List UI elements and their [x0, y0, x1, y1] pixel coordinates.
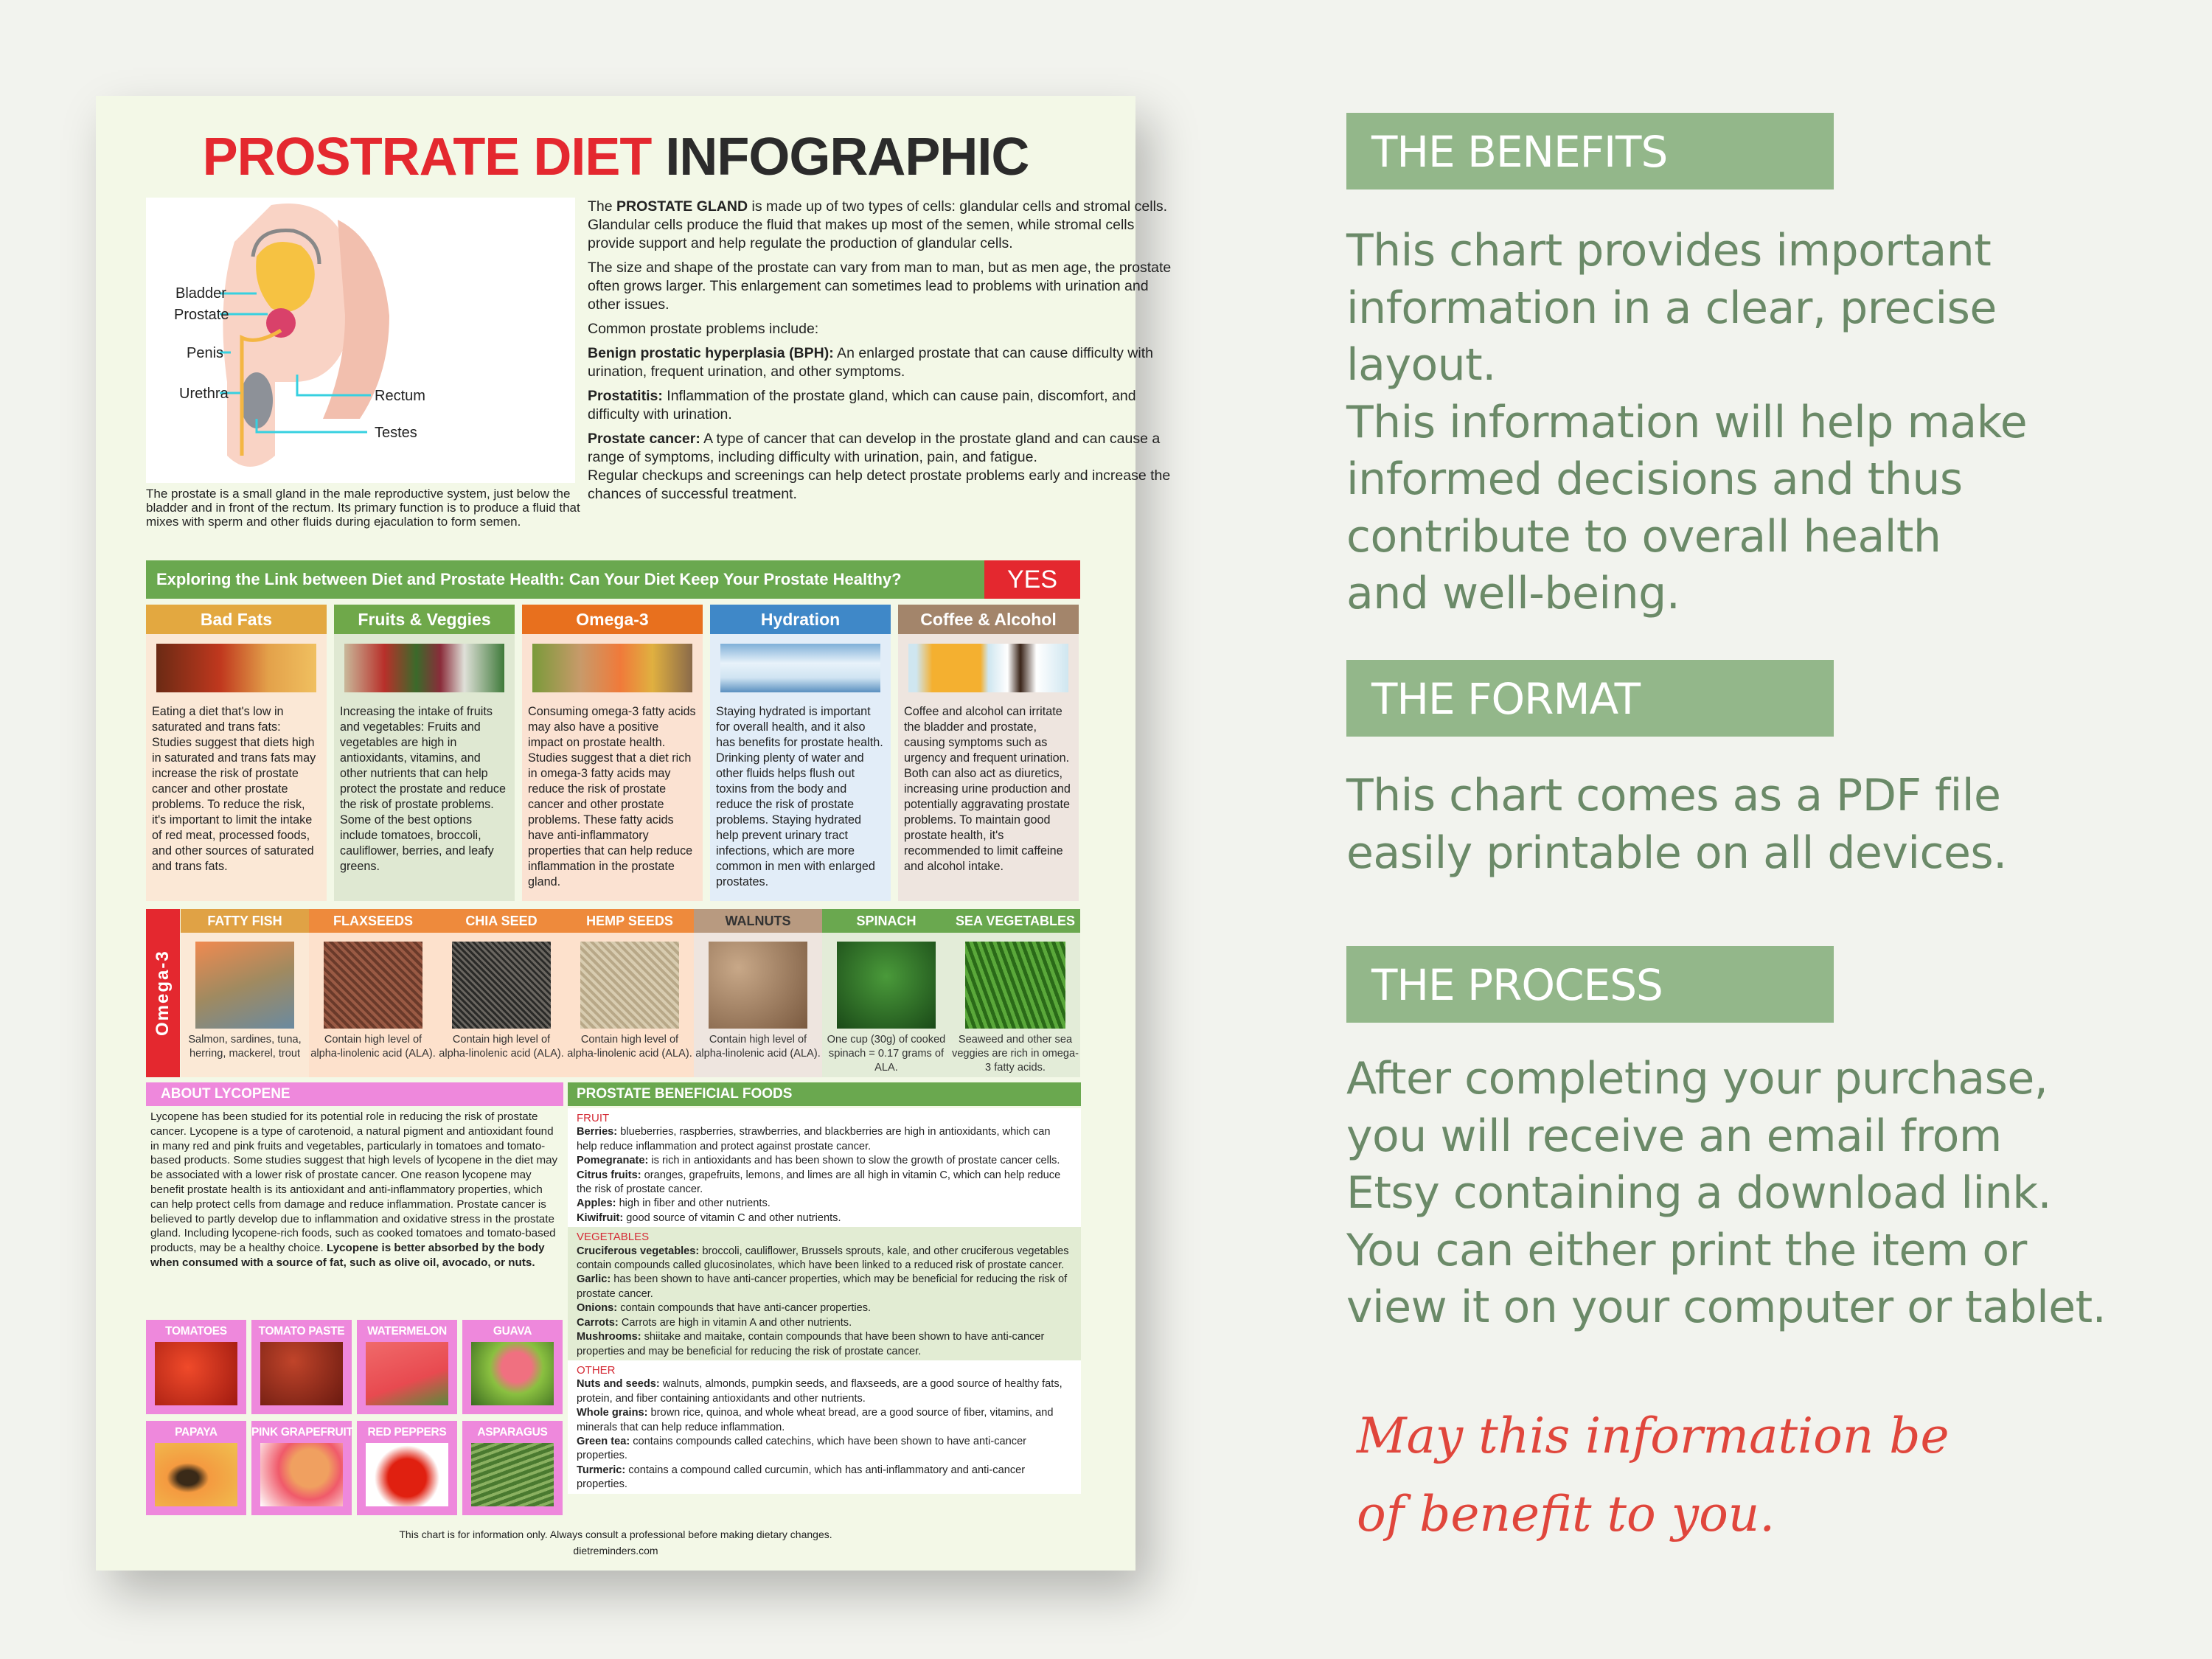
- problem-prostatitis: [588, 387, 1182, 424]
- text-line: and well-being.: [1346, 568, 1680, 619]
- spinach-image: [837, 942, 936, 1029]
- food-item: [577, 1125, 1072, 1154]
- text-line: you will receive an email from: [1346, 1110, 2002, 1162]
- source-text: One cup (30g) of cooked spinach = 0.17 grams of ALA.: [827, 1034, 946, 1074]
- source-text: Contain high level of alpha-linolenic acid (ALA).: [439, 1034, 564, 1060]
- text-line: This chart comes as a PDF file: [1346, 770, 2001, 821]
- lycopene-header: ABOUT LYCOPENE: [146, 1082, 563, 1106]
- food-term: Cruciferous vegetables:: [577, 1245, 700, 1257]
- bold-note: Lycopene is better absorbed by the body when consumed with a source of fat, such as olive oil, avocado, or nuts.: [150, 1242, 545, 1269]
- prostate-anatomy-diagram: [146, 198, 575, 483]
- omega-foods-image: [532, 644, 692, 692]
- seaweed-image: [965, 942, 1065, 1029]
- food-item: [577, 1301, 1072, 1315]
- title-red: PROSTRATE DIET: [202, 128, 652, 187]
- source-text: Contain high level of alpha-linolenic acid (ALA).: [567, 1034, 692, 1060]
- category-fruits-veggies: [334, 605, 515, 901]
- food-title: TOMATOES: [165, 1325, 227, 1338]
- category-title: Fruits & Veggies: [334, 605, 515, 634]
- intro-paragraph: The size and shape of the prostate can vary from man to man, but as men age, the prostate often grows larger. This enlargement can sometimes lead to problems with urination and other issues.: [588, 260, 1172, 313]
- grapefruit-image: [260, 1443, 343, 1506]
- food-item: [577, 1330, 1072, 1359]
- text-line: informed decisions and thus: [1346, 453, 1963, 505]
- label-rectum: Rectum: [375, 388, 425, 404]
- watermelon-image: [366, 1342, 448, 1405]
- beer-coffee-image: [908, 644, 1068, 692]
- bold-term: Benign prostatic hyperplasia (BPH):: [588, 345, 834, 361]
- poster-footer: [96, 1526, 1135, 1559]
- text-line: This chart provides important: [1346, 225, 1992, 276]
- diagram-caption: The prostate is a small gland in the male reproductive system, just below the bladder and in front of the rectum. Its primary function is to produce a fluid that mixes with sperm and other fluids during ejaculation to form semen.: [146, 487, 580, 529]
- hemp-seed-image: [580, 942, 679, 1029]
- source-title: HEMP SEEDS: [566, 909, 694, 933]
- category-title: Bad Fats: [146, 605, 327, 634]
- category-title: Omega-3: [522, 605, 703, 634]
- food-term: Nuts and seeds:: [577, 1378, 660, 1391]
- category-hydration: [710, 605, 891, 901]
- omega-source-flaxseeds: [309, 909, 437, 1077]
- text-line: easily printable on all devices.: [1346, 827, 2007, 879]
- food-term: Turmeric:: [577, 1464, 626, 1476]
- text: Lycopene has been studied for its potential role in reducing the risk of prostate cancer. Lycopene is a type of carotenoid, a natural pigment and antioxidant found in many red and pink fruits and vegetables, particularly in tomatoes and tomato-based products. Some studies suggest that high levels of lycopene in the diet may be associated with a lower risk of prostate cancer. One reason lycopene may benefit prostate health is its antioxidant and anti-inflammatory properties, which can help protect cells from damage and reduce inflammation. Prostate cancer is believed to partly develop due to inflammation and oxidative stress in the prostate gland. Including lycopene-rich foods, such as cooked tomatoes and tomato-based products, may be a healthy choice.: [150, 1110, 558, 1255]
- food-term: Green tea:: [577, 1435, 630, 1447]
- food-term: Carrots:: [577, 1316, 619, 1329]
- source-title: SEA VEGETABLES: [950, 909, 1080, 933]
- category-bad-fats: [146, 605, 327, 901]
- food-item: [577, 1245, 1072, 1273]
- bold-term: PROSTATE GLAND: [616, 198, 748, 215]
- intro-text: [588, 198, 1182, 509]
- chia-seed-image: [452, 942, 551, 1029]
- omega-source-spinach: [822, 909, 950, 1077]
- food-item: [577, 1169, 1072, 1197]
- format-heading: THE FORMAT: [1346, 660, 1834, 737]
- omega-source-walnuts: [694, 909, 822, 1077]
- food-desc: Carrots are high in vitamin A and other nutrients.: [618, 1316, 852, 1329]
- category-text: Consuming omega-3 fatty acids may also have a positive impact on prostate health. Studies suggest that a diet rich in omega-3 fatty acids may reduce the risk of prostate cancer and other prostate problems. These fatty acids have anti-inflammatory properties that can help reduce inflammation in the prostate gland.: [528, 705, 696, 888]
- food-title: WATERMELON: [367, 1325, 447, 1338]
- label-urethra: Urethra: [179, 386, 229, 402]
- section-fruit: [568, 1108, 1081, 1227]
- text: An enlarged prostate that can cause difficulty with urination, frequent urination, and other symptoms.: [588, 345, 1153, 380]
- category-text: Increasing the intake of fruits and vegetables: Fruits and vegetables are high in antioxidants, vitamins, and other nutrients that can help protect the prostate and reduce the risk of prostate problems. Some of the best options include tomatoes, broccoli, cauliflower, berries, and leafy greens.: [340, 705, 506, 873]
- category-text: Staying hydrated is important for overall health, and it also has benefits for prostate health. Drinking plenty of water and other fluids helps flush out toxins from the body and reduce the risk of prostate problems. Staying hydrated help prevent urinary tract infections, which are more common in men with enlarged prostates.: [716, 705, 883, 888]
- intro-paragraph: [588, 198, 1182, 253]
- food-title: PAPAYA: [175, 1426, 218, 1439]
- text-line: of benefit to you.: [1357, 1486, 1775, 1543]
- lycopene-text: [150, 1110, 563, 1270]
- papaya-image: [155, 1443, 237, 1506]
- omega-source-hemp-seeds: [566, 909, 694, 1077]
- food-tile-tomato-paste: [251, 1320, 352, 1414]
- text-line: layout.: [1346, 339, 1496, 391]
- red-peppers-image: [366, 1443, 448, 1506]
- source-title: FATTY FISH: [181, 909, 309, 933]
- disclaimer: This chart is for information only. Always consult a professional before making dietary changes.: [399, 1528, 832, 1540]
- label-testes: Testes: [375, 425, 417, 441]
- food-desc: contain compounds that have anti-cancer properties.: [617, 1302, 872, 1315]
- bold-term: Prostatitis:: [588, 388, 663, 404]
- food-item: [577, 1154, 1072, 1168]
- food-term: Kiwifruit:: [577, 1211, 624, 1224]
- benefits-text: [1346, 223, 2027, 623]
- food-desc: is rich in antioxidants and has been shown to slow the growth of prostate cancer cells.: [648, 1155, 1060, 1167]
- closing-message: [1357, 1397, 1950, 1554]
- food-term: Onions:: [577, 1302, 618, 1315]
- guava-image: [471, 1342, 554, 1405]
- text: Inflammation of the prostate gland, which can cause pain, discomfort, and difficulty with urination.: [588, 388, 1136, 422]
- tomatoes-image: [155, 1342, 237, 1405]
- category-omega-3: [522, 605, 703, 901]
- infographic-poster: [96, 96, 1172, 1571]
- title-dark: INFOGRAPHIC: [665, 128, 1029, 187]
- problem-bph: [588, 344, 1182, 381]
- text-line: This information will help make: [1346, 396, 2028, 448]
- source-title: CHIA SEED: [437, 909, 566, 933]
- food-tile-guava: [462, 1320, 563, 1414]
- food-item: [577, 1273, 1072, 1301]
- section-title: VEGETABLES: [577, 1231, 650, 1244]
- label-penis: Penis: [187, 345, 224, 361]
- beneficial-foods-list: [568, 1108, 1081, 1494]
- omega-source-fatty-fish: [181, 909, 309, 1077]
- bold-term: Prostate cancer:: [588, 431, 700, 447]
- food-item: [577, 1197, 1072, 1211]
- food-title: PINK GRAPEFRUIT: [251, 1426, 353, 1439]
- food-tile-tomatoes: [146, 1320, 246, 1414]
- source-title: WALNUTS: [694, 909, 822, 933]
- flaxseed-image: [324, 942, 422, 1029]
- food-desc: brown rice, quinoa, and whole wheat bread, are a good source of fiber, vitamins, and minerals that can help reduce inflammation.: [577, 1407, 1054, 1433]
- section-title: FRUIT: [577, 1112, 610, 1124]
- food-item: [577, 1316, 1072, 1330]
- text: A type of cancer that can develop in the prostate gland and can cause a range of symptoms, including difficulty with urination, pain, and fatigue.: [588, 431, 1161, 465]
- text: The: [588, 198, 617, 215]
- format-text: [1346, 768, 2007, 882]
- food-desc: good source of vitamin C and other nutrients.: [623, 1211, 841, 1224]
- food-item: [577, 1377, 1072, 1406]
- food-item: [577, 1406, 1072, 1435]
- food-desc: walnuts, almonds, pumpkin seeds, and flaxseeds, are a good source of healthy fats, protein, and fiber containing antioxidants and other nutrients.: [577, 1378, 1062, 1405]
- water-image: [720, 644, 880, 692]
- food-term: Berries:: [577, 1126, 618, 1138]
- food-term: Whole grains:: [577, 1407, 648, 1419]
- process-heading: THE PROCESS: [1346, 946, 1834, 1023]
- source-text: Contain high level of alpha-linolenic acid (ALA).: [695, 1034, 821, 1060]
- food-item: [577, 1211, 1072, 1225]
- section-vegetables: [568, 1227, 1081, 1360]
- food-term: Apples:: [577, 1197, 616, 1210]
- walnuts-image: [709, 942, 807, 1029]
- text-line: information in a clear, precise: [1346, 282, 1997, 334]
- benefits-heading: THE BENEFITS: [1346, 113, 1834, 189]
- intro-paragraph: Common prostate problems include:: [588, 321, 819, 337]
- category-text: Coffee and alcohol can irritate the bladder and prostate, causing symptoms such as urgency and frequent urination. Both can also act as diuretics, increasing urine production and potentially aggravating prostate problems. To maintain good prostate health, it's recommended to limit caffeine and alcohol intake.: [904, 705, 1071, 873]
- source-text: Salmon, sardines, tuna, herring, mackerel, trout: [188, 1034, 302, 1060]
- text-line: Etsy containing a download link.: [1346, 1167, 2052, 1219]
- text-line: view it on your computer or tablet.: [1346, 1281, 2107, 1333]
- food-tile-papaya: [146, 1421, 246, 1515]
- anatomy-illustration: [146, 198, 575, 483]
- food-desc: has been shown to have anti-cancer properties, which may be beneficial for reducing the risk of prostate cancer.: [577, 1273, 1068, 1300]
- food-tile-red-peppers: [357, 1421, 457, 1515]
- text-line: After completing your purchase,: [1346, 1053, 2048, 1105]
- tomato-paste-image: [260, 1342, 343, 1405]
- food-title: TOMATO PASTE: [258, 1325, 345, 1338]
- omega-source-chia-seed: [437, 909, 566, 1077]
- label-bladder: Bladder: [175, 285, 226, 302]
- food-desc: contains a compound called curcumin, which has anti-inflammatory and anti-cancer properties.: [577, 1464, 1026, 1491]
- text: is made up of two types of cells: glandular cells and stromal cells. Glandular cells produce the fluid that makes up most of the semen, while stromal cells provide support and help regulate the production of glandular cells.: [588, 198, 1168, 251]
- section-title: OTHER: [577, 1363, 616, 1377]
- source-title: SPINACH: [822, 909, 950, 933]
- food-title: RED PEPPERS: [367, 1426, 447, 1439]
- category-title: Hydration: [710, 605, 891, 634]
- food-title: ASPARAGUS: [477, 1426, 548, 1439]
- food-desc: shiitake and maitake, contain compounds that have been shown to have anti-cancer properties and may be beneficial for reducing the risk of prostate cancer.: [577, 1331, 1045, 1357]
- food-desc: high in fiber and other nutrients.: [616, 1197, 771, 1210]
- text-line: contribute to overall health: [1346, 510, 1941, 563]
- text-line: You can either print the item or: [1346, 1224, 2027, 1276]
- text-line: May this information be: [1357, 1408, 1950, 1464]
- category-title: Coffee & Alcohol: [898, 605, 1079, 634]
- source-text: Contain high level of alpha-linolenic acid (ALA).: [310, 1034, 436, 1060]
- fish-image: [195, 942, 294, 1029]
- problem-cancer: [588, 430, 1182, 467]
- section-other: [568, 1360, 1081, 1494]
- food-desc: blueberries, raspberries, strawberries, and blackberries are high in antioxidants, which can help reduce inflammation and protect against prostate cancer.: [577, 1126, 1051, 1152]
- food-desc: oranges, grapefruits, lemons, and limes are all high in vitamin C, which can help reduce the risk of prostate cancer.: [577, 1169, 1061, 1196]
- food-item: [577, 1464, 1072, 1492]
- source-text: Seaweed and other sea veggies are rich in omega-3 fatty acids.: [952, 1034, 1079, 1074]
- food-desc: broccoli, cauliflower, Brussels sprouts, kale, and other cruciferous vegetables contain compounds called glucosinolates, which have been linked to a reduced risk of prostate cancer.: [577, 1245, 1069, 1272]
- yes-badge: YES: [984, 560, 1080, 599]
- food-tile-watermelon: [357, 1320, 457, 1414]
- food-term: Citrus fruits:: [577, 1169, 641, 1181]
- intro-paragraph: Regular checkups and screenings can help detect prostate problems early and increase the chances of successful treatment.: [588, 467, 1171, 502]
- omega-source-sea-vegetables: [950, 909, 1080, 1077]
- food-term: Pomegranate:: [577, 1155, 649, 1167]
- process-text: [1346, 1051, 2106, 1337]
- asparagus-image: [471, 1443, 554, 1506]
- food-tile-asparagus: [462, 1421, 563, 1515]
- omega-3-sources-label: Omega-3: [146, 909, 180, 1077]
- food-tile-pink-grapefruit: [251, 1421, 352, 1515]
- question-banner: Exploring the Link between Diet and Prostate Health: Can Your Diet Keep Your Prostate Healthy?: [146, 560, 1031, 599]
- vegetables-image: [344, 644, 504, 692]
- category-coffee-alcohol: [898, 605, 1079, 901]
- source-title: FLAXSEEDS: [309, 909, 437, 933]
- food-desc: contains compounds called catechins, which have been shown to have anti-cancer properties.: [577, 1435, 1027, 1462]
- food-item: [577, 1435, 1072, 1464]
- label-prostate: Prostate: [174, 307, 229, 323]
- poster-title: [96, 127, 1135, 187]
- food-title: GUAVA: [493, 1325, 532, 1338]
- website: dietreminders.com: [573, 1545, 658, 1557]
- category-text: Eating a diet that's low in saturated and trans fats: Studies suggest that diets high in saturated and trans fats may increase the risk of prostate cancer and other prostate problems. To reduce the risk, it's important to limit the intake of red meat, processed foods, and other sources of saturated and trans fats.: [152, 705, 316, 873]
- burger-fries-image: [156, 644, 316, 692]
- beneficial-foods-header: PROSTATE BENEFICIAL FOODS: [568, 1082, 1081, 1106]
- food-term: Mushrooms:: [577, 1331, 641, 1343]
- food-term: Garlic:: [577, 1273, 611, 1286]
